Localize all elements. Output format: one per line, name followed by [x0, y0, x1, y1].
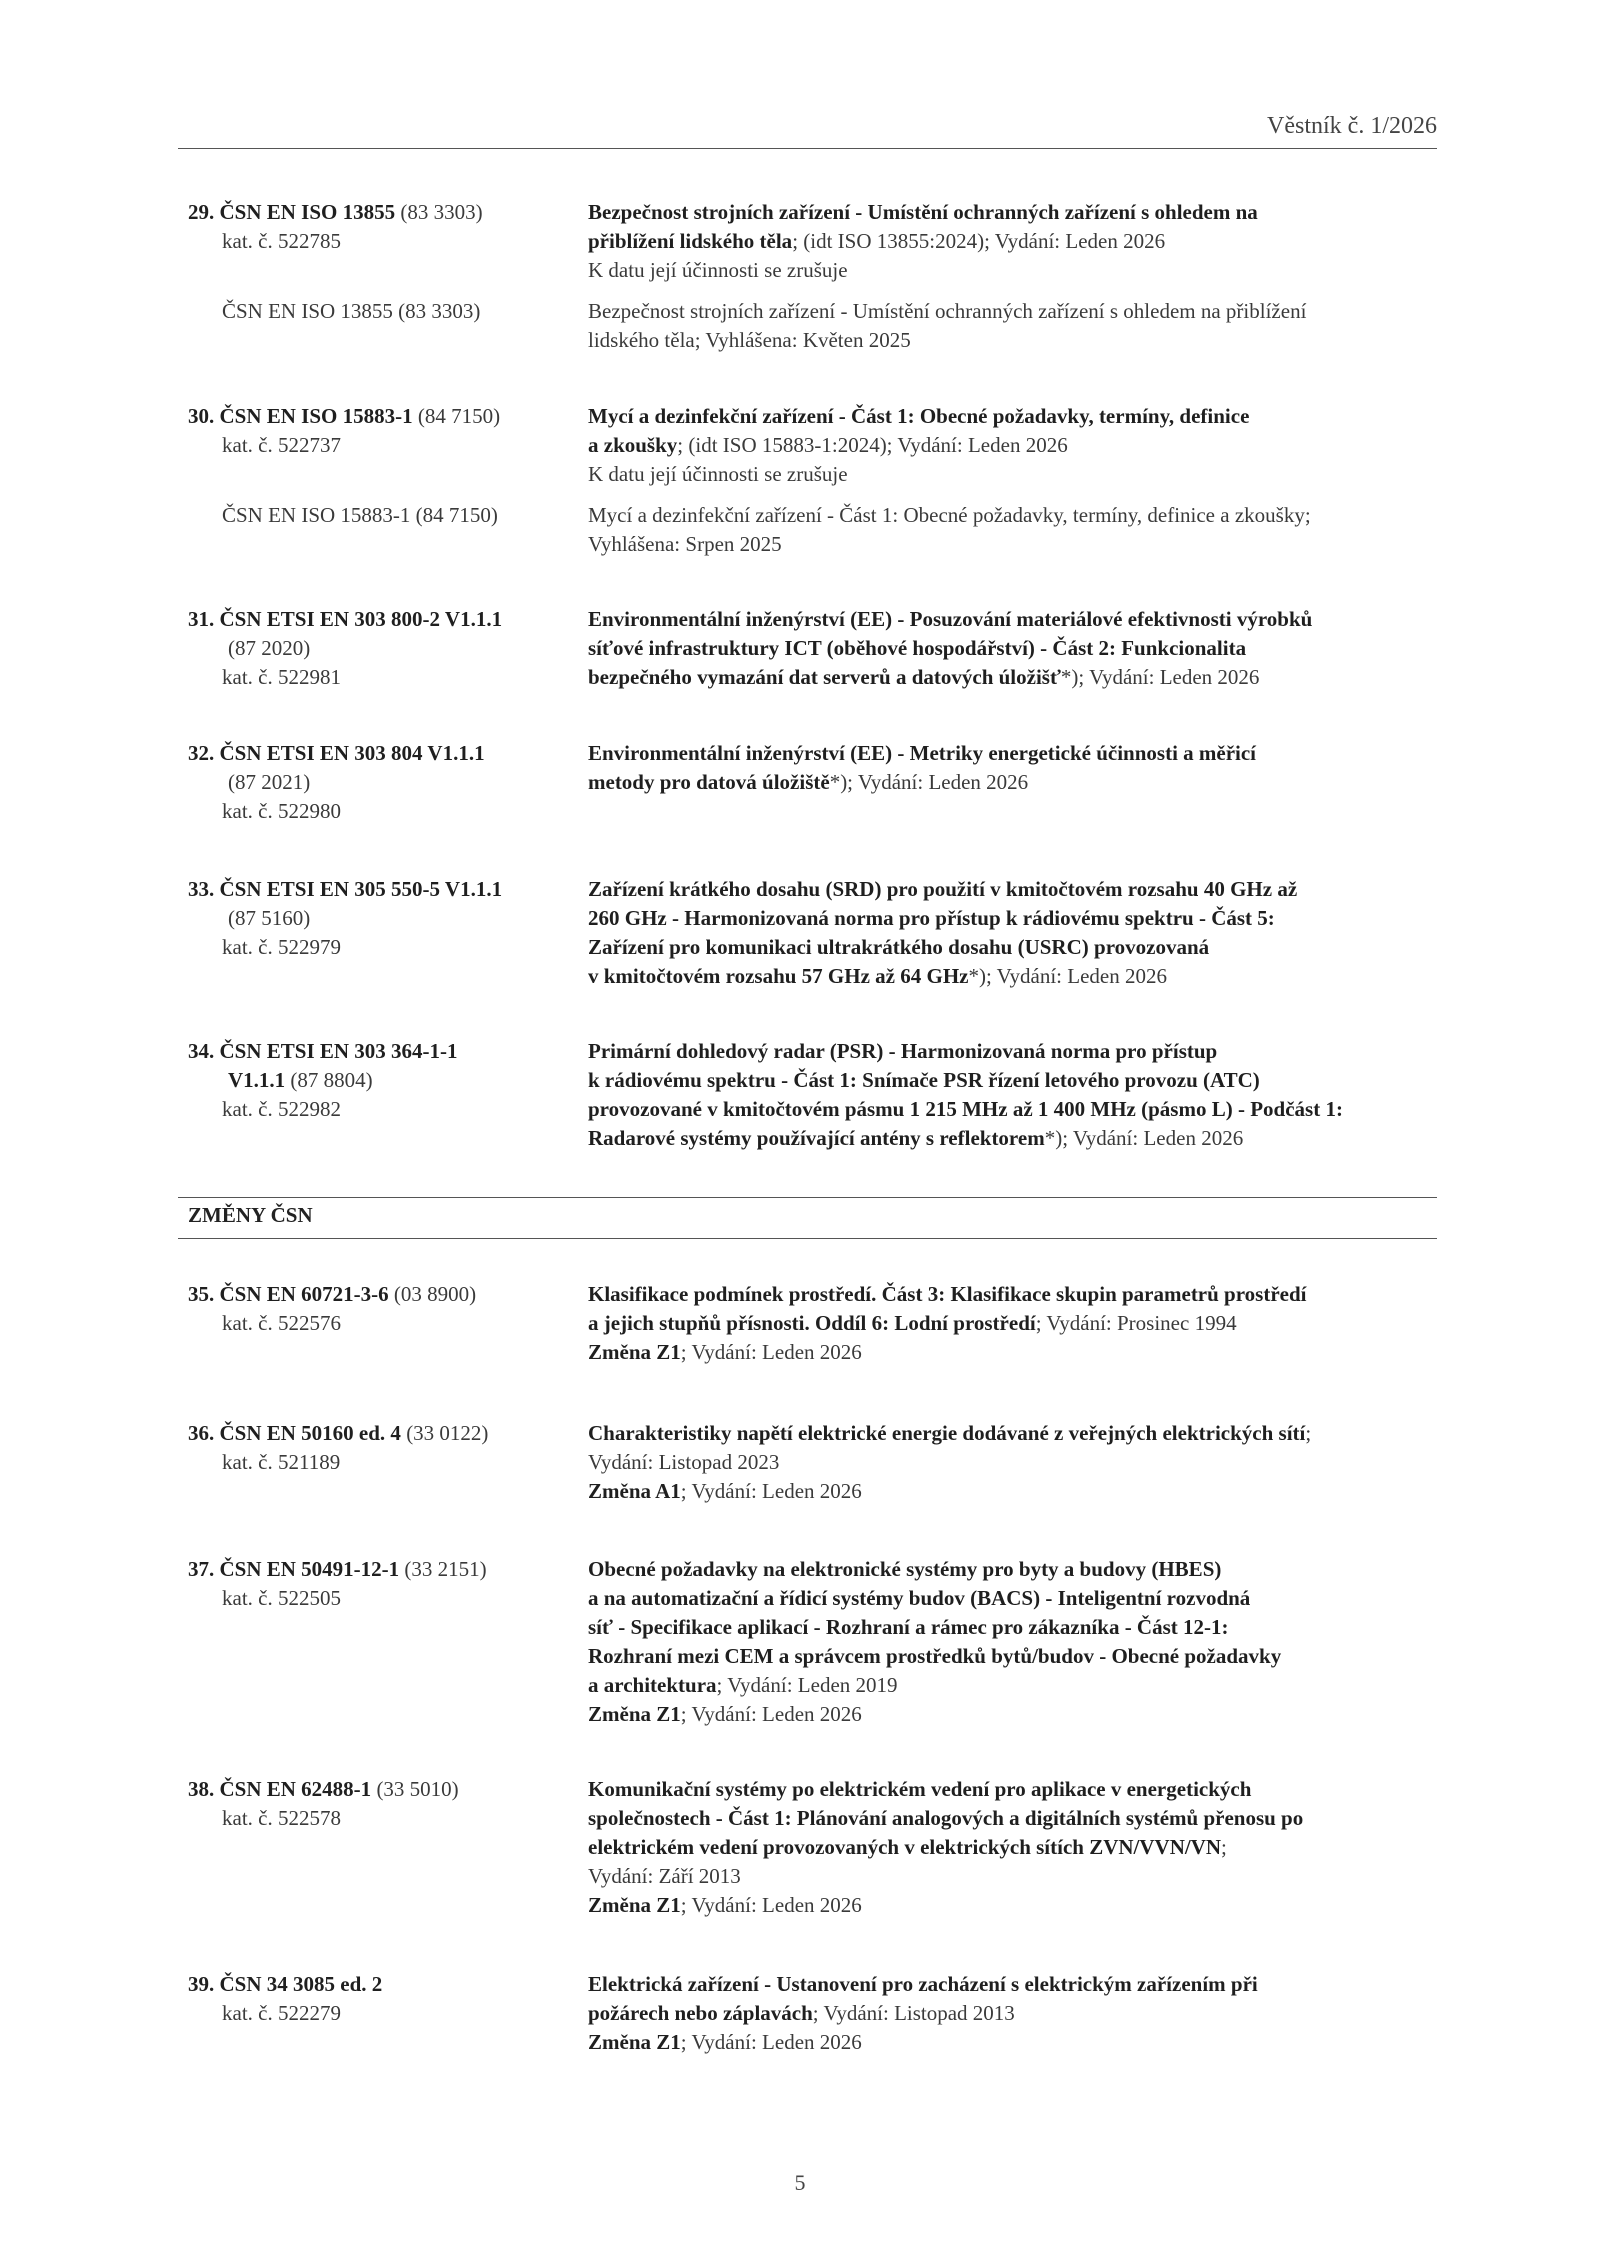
- bold-text: požárech nebo záplavách: [588, 2001, 813, 2025]
- bold-text: Změna Z1: [588, 1702, 681, 1726]
- text-line: [588, 875, 1448, 904]
- text-line: [588, 1066, 1448, 1095]
- text-line: [588, 634, 1448, 663]
- standard-id: [188, 739, 578, 826]
- standard-description: [588, 1775, 1448, 1920]
- text: kat. č. 522505: [222, 1586, 341, 1610]
- text-line: [588, 227, 1448, 256]
- bold-text: Zařízení pro komunikaci ultrakrátkého dosahu (USRC) provozovaná: [588, 935, 1210, 959]
- text: *); Vydání: Leden 2026: [1044, 1126, 1244, 1150]
- text-line: [222, 501, 578, 530]
- text: Bezpečnost strojních zařízení - Umístění ochranných zařízení s ohledem na přiblížení: [588, 299, 1307, 323]
- text-line: [588, 1613, 1448, 1642]
- text-line: [188, 1419, 578, 1448]
- text-line: [588, 1862, 1448, 1891]
- bold-text: 33. ČSN ETSI EN 305 550-5 V1.1.1: [188, 877, 503, 901]
- standard-description: [588, 1037, 1448, 1153]
- text-line: [188, 904, 578, 933]
- text-line: [588, 663, 1448, 692]
- text-line: [588, 1775, 1448, 1804]
- bold-text: a jejich stupňů přísnosti. Oddíl 6: Lodní prostředí: [588, 1311, 1036, 1335]
- text-line: [188, 431, 578, 460]
- standard-id: [188, 1555, 578, 1613]
- bold-text: 34. ČSN ETSI EN 303 364-1-1: [188, 1039, 458, 1063]
- text: (83 3303): [395, 200, 483, 224]
- text: K datu její účinnosti se zrušuje: [588, 258, 848, 282]
- text: (84 7150): [412, 404, 501, 428]
- text-line: [188, 1555, 578, 1584]
- text-line: [588, 1477, 1448, 1506]
- text: kat. č. 522576: [222, 1311, 341, 1335]
- standard-description: [588, 875, 1448, 991]
- text-line: [222, 297, 578, 326]
- text: lidského těla; Vyhlášena: Květen 2025: [588, 328, 911, 352]
- bold-text: 38. ČSN EN 62488-1: [188, 1777, 372, 1801]
- text-line: [188, 1804, 578, 1833]
- bold-text: Radarové systémy používající antény s reflektorem: [588, 1126, 1045, 1150]
- text-line: [188, 1280, 578, 1309]
- bold-text: společnostech - Část 1: Plánování analogových a digitálních systémů přenosu po: [588, 1806, 1304, 1830]
- bold-text: Změna Z1: [588, 1893, 681, 1917]
- text-line: [588, 1999, 1448, 2028]
- text-line: [588, 326, 1448, 355]
- text: (33 5010): [371, 1777, 459, 1801]
- text-line: [588, 768, 1448, 797]
- text: ;: [1221, 1835, 1227, 1859]
- standard-id: [188, 1280, 578, 1338]
- text: ; Vydání: Leden 2026: [680, 1893, 862, 1917]
- text-line: [188, 1970, 578, 1999]
- text-line: [188, 875, 578, 904]
- standard-description: [588, 1419, 1448, 1506]
- text: kat. č. 522981: [222, 665, 341, 689]
- text-line: [188, 1999, 578, 2028]
- bold-text: 37. ČSN EN 50491-12-1: [188, 1557, 400, 1581]
- standard-description: [588, 1280, 1448, 1367]
- bold-text: 31. ČSN ETSI EN 303 800-2 V1.1.1: [188, 607, 503, 631]
- text-line: [188, 768, 578, 797]
- bold-text: Elektrická zařízení - Ustanovení pro zacházení s elektrickým zařízením při: [588, 1972, 1258, 1996]
- text: ; Vydání: Leden 2026: [680, 1702, 862, 1726]
- standard-id: [188, 1037, 578, 1124]
- text: *); Vydání: Leden 2026: [968, 964, 1167, 988]
- text: (87 5160): [228, 906, 311, 930]
- text-line: [588, 1280, 1448, 1309]
- text: (87 8804): [285, 1068, 373, 1092]
- text-line: [588, 1555, 1448, 1584]
- bold-text: síť - Specifikace aplikací - Rozhraní a rámec pro zákazníka - Část 12-1:: [588, 1615, 1229, 1639]
- text: ; Vydání: Leden 2026: [680, 2030, 862, 2054]
- text-line: [588, 1095, 1448, 1124]
- section-title: ZMĚNY ČSN: [188, 1203, 313, 1227]
- bold-text: a architektura: [588, 1673, 717, 1697]
- text: Vydání: Září 2013: [588, 1864, 741, 1888]
- replaced-standard-description: [588, 297, 1448, 355]
- text-line: [588, 1804, 1448, 1833]
- text: ; (idt ISO 13855:2024); Vydání: Leden 2026: [792, 229, 1166, 253]
- bold-text: přiblížení lidského těla: [588, 229, 793, 253]
- text: ; Vydání: Prosinec 1994: [1035, 1311, 1237, 1335]
- bold-text: 36. ČSN EN 50160 ed. 4: [188, 1421, 401, 1445]
- text-line: [588, 501, 1448, 530]
- text-line: [588, 739, 1448, 768]
- bold-text: 260 GHz - Harmonizovaná norma pro přístup k rádiovému spektru - Část 5:: [588, 906, 1275, 930]
- text: K datu její účinnosti se zrušuje: [588, 462, 848, 486]
- bold-text: provozované v kmitočtovém pásmu 1 215 MHz až 1 400 MHz (pásmo L) - Podčást 1:: [588, 1097, 1343, 1121]
- bold-text: síťové infrastruktury ICT (oběhové hospodářství) - Část 2: Funkcionalita: [588, 636, 1247, 660]
- text-line: [588, 1338, 1448, 1367]
- bold-text: k rádiovému spektru - Část 1: Snímače PSR řízení letového provozu (ATC): [588, 1068, 1260, 1092]
- text-line: [188, 663, 578, 692]
- text-line: [188, 1095, 578, 1124]
- replaced-standard-id: [188, 297, 578, 326]
- text-line: [188, 198, 578, 227]
- text-line: [588, 1037, 1448, 1066]
- replaced-standard-description: [588, 501, 1448, 559]
- text-line: [188, 739, 578, 768]
- bold-text: v kmitočtovém rozsahu 57 GHz až 64 GHz: [588, 964, 969, 988]
- header-rule: [178, 148, 1437, 149]
- text-line: [188, 402, 578, 431]
- text-line: [188, 1448, 578, 1477]
- bold-text: a zkoušky: [588, 433, 678, 457]
- text-line: [588, 605, 1448, 634]
- page-number: 5: [794, 2170, 806, 2195]
- bold-text: 39. ČSN 34 3085 ed. 2: [188, 1972, 383, 1996]
- text-line: [588, 1584, 1448, 1613]
- text: ČSN EN ISO 15883-1 (84 7150): [222, 503, 498, 527]
- text: Vydání: Listopad 2023: [588, 1450, 780, 1474]
- standard-id: [188, 605, 578, 692]
- text: Vyhlášena: Srpen 2025: [588, 532, 782, 556]
- bold-text: 30. ČSN EN ISO 15883-1: [188, 404, 413, 428]
- text-line: [188, 227, 578, 256]
- text: (03 8900): [388, 1282, 477, 1306]
- text: *); Vydání: Leden 2026: [1060, 665, 1260, 689]
- bold-text: Rozhraní mezi CEM a správcem prostředků bytů/budov - Obecné požadavky: [588, 1644, 1282, 1668]
- bulletin-header: Věstník č. 1/2026: [1267, 113, 1437, 139]
- standard-description: [588, 739, 1448, 797]
- text-line: [588, 530, 1448, 559]
- bold-text: Environmentální inženýrství (EE) - Metriky energetické účinnosti a měřicí: [588, 741, 1257, 765]
- text-line: [588, 1448, 1448, 1477]
- bold-text: V1.1.1: [228, 1068, 286, 1092]
- standard-description: [588, 402, 1448, 489]
- bold-text: Charakteristiky napětí elektrické energie dodávané z veřejných elektrických sítí: [588, 1421, 1306, 1445]
- bold-text: Bezpečnost strojních zařízení - Umístění ochranných zařízení s ohledem na: [588, 200, 1258, 224]
- text: *); Vydání: Leden 2026: [829, 770, 1029, 794]
- text-line: [588, 256, 1448, 285]
- text-line: [188, 1775, 578, 1804]
- section-rule-bottom: [178, 1238, 1437, 1239]
- text-line: [188, 797, 578, 826]
- text-line: [588, 904, 1448, 933]
- text: kat. č. 522979: [222, 935, 341, 959]
- standard-id: [188, 402, 578, 460]
- bold-text: elektrickém vedení provozovaných v elektrických sítích ZVN/VVN/VN: [588, 1835, 1222, 1859]
- text-line: [588, 1124, 1448, 1153]
- bold-text: 32. ČSN ETSI EN 303 804 V1.1.1: [188, 741, 485, 765]
- text-line: [588, 1970, 1448, 1999]
- standard-description: [588, 605, 1448, 692]
- text-line: [588, 962, 1448, 991]
- text-line: [588, 933, 1448, 962]
- text-line: [588, 1642, 1448, 1671]
- text: kat. č. 522785: [222, 229, 341, 253]
- text-line: [588, 460, 1448, 489]
- text-line: [588, 198, 1448, 227]
- bold-text: metody pro datová úložiště: [588, 770, 830, 794]
- text-line: [588, 1419, 1448, 1448]
- text: ; Vydání: Leden 2026: [680, 1340, 862, 1364]
- standard-description: [588, 198, 1448, 285]
- text: ;: [1305, 1421, 1312, 1445]
- bold-text: Komunikační systémy po elektrickém vedení pro aplikace v energetických: [588, 1777, 1252, 1801]
- bold-text: Změna A1: [588, 1479, 681, 1503]
- bold-text: 35. ČSN EN 60721-3-6: [188, 1282, 389, 1306]
- bold-text: Primární dohledový radar (PSR) - Harmonizovaná norma pro přístup: [588, 1039, 1218, 1063]
- text-line: [188, 605, 578, 634]
- text-line: [588, 1309, 1448, 1338]
- text-line: [188, 933, 578, 962]
- bold-text: 29. ČSN EN ISO 13855: [188, 200, 396, 224]
- bold-text: Obecné požadavky na elektronické systémy pro byty a budovy (HBES): [588, 1557, 1222, 1581]
- text: kat. č. 522737: [222, 433, 341, 457]
- text: kat. č. 521189: [222, 1450, 341, 1474]
- text-line: [588, 1833, 1448, 1862]
- text-line: [188, 1066, 578, 1095]
- replaced-standard-id: [188, 501, 578, 530]
- standard-id: [188, 1775, 578, 1833]
- text: kat. č. 522279: [222, 2001, 341, 2025]
- text-line: [188, 1037, 578, 1066]
- text: (33 0122): [400, 1421, 489, 1445]
- standard-id: [188, 875, 578, 962]
- standard-id: [188, 1419, 578, 1477]
- standard-id: [188, 1970, 578, 2028]
- text-line: [188, 1309, 578, 1338]
- text: (87 2020): [228, 636, 311, 660]
- bold-text: Mycí a dezinfekční zařízení - Část 1: Obecné požadavky, termíny, definice: [588, 404, 1250, 428]
- bold-text: Environmentální inženýrství (EE) - Posuzování materiálové efektivnosti výrobků: [588, 607, 1313, 631]
- text-line: [588, 431, 1448, 460]
- text-line: [588, 2028, 1448, 2057]
- text: ; Vydání: Leden 2019: [716, 1673, 898, 1697]
- standard-id: [188, 198, 578, 256]
- text: ČSN EN ISO 13855 (83 3303): [222, 299, 481, 323]
- section-rule-top: [178, 1197, 1437, 1198]
- text-line: [588, 1700, 1448, 1729]
- text: kat. č. 522982: [222, 1097, 341, 1121]
- standard-description: [588, 1555, 1448, 1729]
- bold-text: Zařízení krátkého dosahu (SRD) pro použití v kmitočtovém rozsahu 40 GHz až: [588, 877, 1298, 901]
- bold-text: Změna Z1: [588, 1340, 681, 1364]
- text: ; Vydání: Listopad 2013: [812, 2001, 1015, 2025]
- text: kat. č. 522980: [222, 799, 341, 823]
- text: kat. č. 522578: [222, 1806, 341, 1830]
- text: Mycí a dezinfekční zařízení - Část 1: Obecné požadavky, termíny, definice a zkoušky;: [588, 503, 1311, 527]
- standard-description: [588, 1970, 1448, 2057]
- text: (33 2151): [399, 1557, 487, 1581]
- text-line: [588, 297, 1448, 326]
- text-line: [588, 1891, 1448, 1920]
- text: ; Vydání: Leden 2026: [680, 1479, 862, 1503]
- text-line: [588, 402, 1448, 431]
- bold-text: Klasifikace podmínek prostředí. Část 3: Klasifikace skupin parametrů prostředí: [588, 1282, 1307, 1306]
- text: ; (idt ISO 15883-1:2024); Vydání: Leden 2026: [677, 433, 1068, 457]
- bold-text: a na automatizační a řídicí systémy budov (BACS) - Inteligentní rozvodná: [588, 1586, 1251, 1610]
- text-line: [188, 1584, 578, 1613]
- bold-text: Změna Z1: [588, 2030, 681, 2054]
- text: (87 2021): [228, 770, 311, 794]
- bold-text: bezpečného vymazání dat serverů a datových úložišť: [588, 665, 1061, 689]
- text-line: [588, 1671, 1448, 1700]
- text-line: [188, 634, 578, 663]
